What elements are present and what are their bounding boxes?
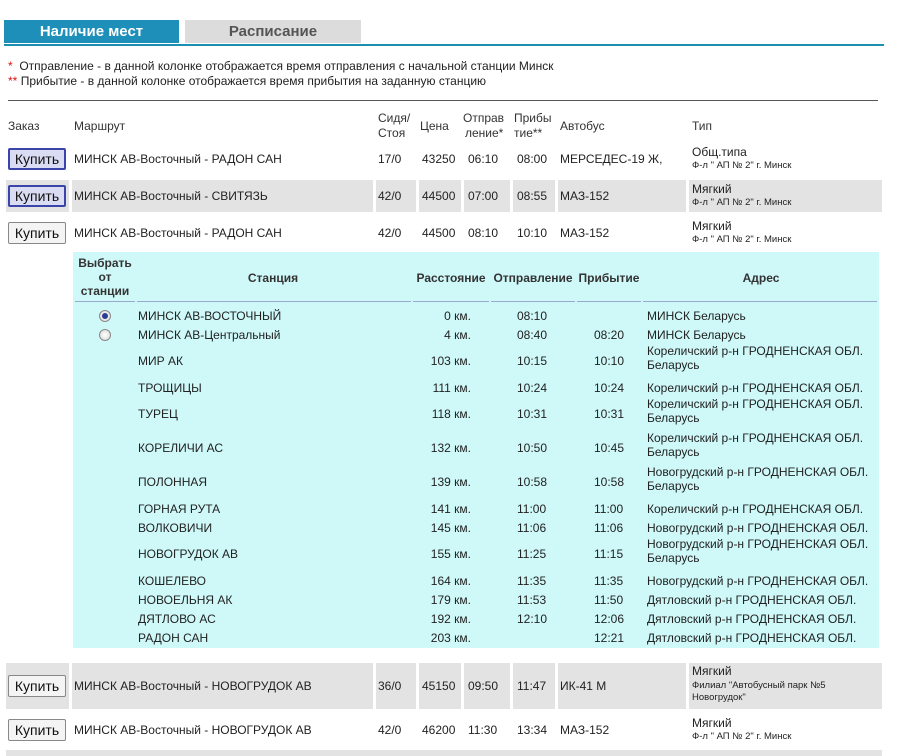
stop-radio-cell bbox=[99, 325, 111, 344]
stop-departure: 08:10 bbox=[517, 308, 548, 323]
legend-text-1: Отправление - в данной колонке отображается время отправления с начальной станции Минск bbox=[19, 59, 554, 73]
legend-mark-1: * bbox=[8, 59, 13, 73]
stop-departure: 12:10 bbox=[517, 611, 548, 626]
legend-departure bbox=[8, 59, 554, 74]
trip-carrier: Ф-л " АП № 2" г. Минск bbox=[692, 160, 792, 171]
legend bbox=[8, 59, 554, 89]
trip-carrier: Филиал "Автобусный парк №5 Новогрудок" bbox=[692, 680, 826, 703]
stop-radio[interactable] bbox=[99, 329, 111, 341]
stop-address: МИНСК Беларусь bbox=[647, 327, 746, 342]
stop-arrival bbox=[594, 306, 634, 325]
stop-station: КОРЕЛИЧИ АС bbox=[138, 441, 224, 455]
stop-departure: 10:31 bbox=[517, 407, 548, 421]
stops-panel bbox=[73, 252, 879, 648]
trip-arrival: 11:47 bbox=[517, 679, 547, 693]
stop-departure bbox=[517, 628, 557, 647]
trip-bus: ИК-41 М bbox=[560, 679, 607, 693]
stop-station: МИНСК АВ-Центральный bbox=[138, 327, 281, 342]
stop-distance: 164 км. bbox=[430, 573, 471, 588]
col-seats-1: Сидя/ bbox=[378, 111, 411, 125]
stop-arrival: 11:15 bbox=[594, 547, 624, 561]
trip-row bbox=[6, 143, 882, 175]
stop-distance: 179 км. bbox=[430, 592, 471, 607]
tab-schedule[interactable]: Расписание bbox=[185, 20, 361, 43]
buy-button[interactable]: Купить bbox=[8, 222, 66, 244]
trip-departure: 11:30 bbox=[468, 723, 498, 737]
trip-type: Мягкий bbox=[692, 219, 732, 233]
trip-seats: 17/0 bbox=[378, 152, 402, 166]
stop-distance: 103 км. bbox=[430, 354, 471, 368]
trip-bus: МЕРСЕДЕС-19 Ж, bbox=[560, 152, 663, 166]
trip-route: МИНСК АВ-Восточный - РАДОН САН bbox=[74, 226, 282, 240]
trip-arrival: 13:34 bbox=[517, 723, 548, 737]
stop-radio[interactable] bbox=[99, 310, 111, 322]
stop-arrival: 10:10 bbox=[594, 354, 625, 368]
trip-row bbox=[6, 663, 882, 709]
trip-row bbox=[6, 714, 882, 746]
stop-radio-cell bbox=[99, 306, 111, 325]
trip-carrier: Ф-л " АП № 2" г. Минск bbox=[692, 197, 792, 208]
stop-arrival: 10:45 bbox=[594, 441, 625, 455]
stop-departure: 10:24 bbox=[517, 380, 548, 395]
buy-button[interactable]: Купить bbox=[8, 185, 66, 207]
trip-seats: 42/0 bbox=[378, 226, 402, 240]
stop-arrival: 10:31 bbox=[594, 407, 625, 421]
stop-row bbox=[73, 325, 879, 344]
stop-arrival: 12:21 bbox=[594, 630, 625, 645]
stop-station: МИР АК bbox=[138, 354, 183, 368]
trip-bus: МАЗ-152 bbox=[560, 226, 610, 240]
trip-arrival: 10:10 bbox=[517, 226, 548, 240]
trip-type: Мягкий bbox=[692, 182, 732, 196]
trip-bus: МАЗ-152 bbox=[560, 723, 610, 737]
buy-button[interactable]: Купить bbox=[8, 148, 66, 170]
stop-departure: 11:53 bbox=[517, 592, 547, 607]
trip-price: 46200 bbox=[422, 723, 456, 737]
stop-address: Дятловский р-н ГРОДНЕНСКАЯ ОБЛ. bbox=[647, 611, 857, 626]
stop-departure: 10:15 bbox=[517, 354, 548, 368]
col-price: Цена bbox=[420, 119, 449, 133]
stop-address: Новогрудский р-н ГРОДНЕНСКАЯ ОБЛ. Беларусь bbox=[647, 465, 869, 493]
tab-availability[interactable]: Наличие мест bbox=[4, 20, 179, 43]
stop-address: Новогрудский р-н ГРОДНЕНСКАЯ ОБЛ. Беларусь bbox=[647, 537, 869, 565]
stop-station: КОШЕЛЕВО bbox=[138, 573, 207, 588]
stop-address: МИНСК Беларусь bbox=[647, 308, 746, 323]
stops-col-station: Станция bbox=[247, 271, 299, 285]
col-route: Маршрут bbox=[74, 119, 126, 133]
stop-departure: 10:58 bbox=[517, 475, 548, 489]
stop-arrival: 10:58 bbox=[594, 475, 625, 489]
stop-address: Кореличский р-н ГРОДНЕНСКАЯ ОБЛ. Беларусь bbox=[647, 397, 864, 425]
trip-seats: 42/0 bbox=[378, 189, 402, 203]
trip-departure: 08:10 bbox=[468, 226, 499, 240]
trip-seats: 42/0 bbox=[378, 723, 402, 737]
stop-row bbox=[73, 378, 879, 397]
legend-mark-2: ** bbox=[8, 74, 18, 88]
stop-distance: 141 км. bbox=[430, 501, 471, 516]
stop-station: ТУРЕЦ bbox=[138, 407, 178, 421]
buy-button[interactable]: Купить bbox=[8, 719, 66, 741]
stops-col-address: Адрес bbox=[742, 271, 780, 285]
col-type: Тип bbox=[692, 119, 713, 133]
stop-arrival: 12:06 bbox=[594, 611, 625, 626]
stop-station: ПОЛОННАЯ bbox=[138, 475, 208, 489]
trip-row-next bbox=[6, 750, 882, 756]
stop-distance: 192 км. bbox=[430, 611, 471, 626]
stop-address: Кореличский р-н ГРОДНЕНСКАЯ ОБЛ. Беларусь bbox=[647, 344, 864, 372]
col-seats-2: Стоя bbox=[378, 126, 406, 140]
trip-route: МИНСК АВ-Восточный - СВИТЯЗЬ bbox=[74, 189, 268, 203]
trip-route: МИНСК АВ-Восточный - РАДОН САН bbox=[74, 152, 282, 166]
trip-route: МИНСК АВ-Восточный - НОВОГРУДОК АВ bbox=[74, 679, 312, 693]
trip-departure: 06:10 bbox=[468, 152, 499, 166]
stop-station: ТРОЩИЦЫ bbox=[138, 380, 202, 395]
stops-col-arrival: Прибытие bbox=[578, 271, 640, 285]
trip-carrier: Ф-л " АП № 2" г. Минск bbox=[692, 731, 792, 742]
stop-row bbox=[73, 397, 879, 431]
legend-arrival bbox=[8, 74, 554, 89]
trip-arrival: 08:55 bbox=[517, 189, 548, 203]
col-departure-1: Отправ bbox=[463, 111, 505, 125]
stop-row bbox=[73, 609, 879, 628]
stop-arrival: 10:24 bbox=[594, 380, 625, 395]
stop-arrival: 11:50 bbox=[594, 592, 624, 607]
stop-station: МИНСК АВ-ВОСТОЧНЫЙ bbox=[138, 308, 282, 323]
stop-distance: 132 км. bbox=[430, 441, 471, 455]
stops-col-choose-2: от bbox=[98, 270, 112, 284]
trip-row bbox=[6, 180, 882, 212]
trip-carrier: Ф-л " АП № 2" г. Минск bbox=[692, 234, 792, 245]
trip-departure: 09:50 bbox=[468, 679, 499, 693]
col-bus: Автобус bbox=[560, 119, 605, 133]
col-arrival-1: Прибы bbox=[514, 111, 552, 125]
stop-row bbox=[73, 465, 879, 499]
stop-departure: 10:50 bbox=[517, 441, 548, 455]
stops-col-choose-3: станции bbox=[80, 284, 130, 298]
stop-address: Кореличский р-н ГРОДНЕНСКАЯ ОБЛ. bbox=[647, 380, 864, 395]
stop-row bbox=[73, 306, 879, 325]
stop-station: РАДОН САН bbox=[138, 630, 209, 645]
stop-distance: 139 км. bbox=[430, 475, 471, 489]
stop-address: Новогрудский р-н ГРОДНЕНСКАЯ ОБЛ. bbox=[647, 520, 869, 535]
stop-address: Кореличский р-н ГРОДНЕНСКАЯ ОБЛ. bbox=[647, 501, 864, 516]
stop-row bbox=[73, 499, 879, 518]
col-departure-2: ление* bbox=[465, 126, 504, 140]
trip-bus: МАЗ-152 bbox=[560, 189, 610, 203]
stop-address: Дятловский р-н ГРОДНЕНСКАЯ ОБЛ. bbox=[647, 592, 857, 607]
stop-arrival: 11:00 bbox=[594, 501, 624, 516]
stop-arrival: 11:35 bbox=[594, 573, 624, 588]
top-cutoff-text bbox=[0, 0, 924, 4]
legend-text-2: Прибытие - в данной колонке отображается время прибытия на заданную станцию bbox=[20, 74, 487, 88]
stop-row bbox=[73, 628, 879, 647]
stop-address: Кореличский р-н ГРОДНЕНСКАЯ ОБЛ. Беларусь bbox=[647, 431, 864, 459]
stop-row bbox=[73, 537, 879, 571]
stops-col-departure: Отправление bbox=[493, 271, 573, 285]
col-arrival-2: тие** bbox=[514, 126, 543, 140]
stop-address: Новогрудский р-н ГРОДНЕНСКАЯ ОБЛ. bbox=[647, 573, 869, 588]
stop-distance: 145 км. bbox=[430, 520, 471, 535]
stop-departure: 11:06 bbox=[517, 520, 547, 535]
buy-button[interactable]: Купить bbox=[8, 675, 66, 697]
stop-distance: 111 км. bbox=[432, 380, 471, 395]
trip-departure: 07:00 bbox=[468, 189, 499, 203]
tab-bar bbox=[4, 20, 884, 46]
stop-station: НОВОЕЛЬНЯ АК bbox=[138, 592, 233, 607]
stop-distance: 4 км. bbox=[444, 327, 471, 342]
trip-arrival: 08:00 bbox=[517, 152, 548, 166]
trip-price: 43250 bbox=[422, 152, 456, 166]
trip-type: Общ.типа bbox=[692, 145, 747, 159]
stop-station: ВОЛКОВИЧИ bbox=[138, 520, 213, 535]
stops-col-distance: Расстояние bbox=[416, 271, 486, 285]
trip-price: 45150 bbox=[422, 679, 456, 693]
stop-station: НОВОГРУДОК АВ bbox=[138, 547, 239, 561]
stop-row bbox=[73, 344, 879, 378]
stop-station: ДЯТЛОВО АС bbox=[138, 611, 216, 626]
stop-row bbox=[73, 590, 879, 609]
stop-row bbox=[73, 431, 879, 465]
legend-divider bbox=[8, 100, 878, 101]
stops-col-choose bbox=[75, 256, 135, 298]
stops-col-choose-1: Выбрать bbox=[78, 256, 132, 270]
stop-row bbox=[73, 571, 879, 590]
stop-distance: 118 км. bbox=[431, 407, 471, 421]
trip-price: 44500 bbox=[422, 189, 456, 203]
trip-type: Мягкий bbox=[692, 664, 732, 678]
stop-address: Дятловский р-н ГРОДНЕНСКАЯ ОБЛ. bbox=[647, 630, 857, 645]
stop-departure: 11:25 bbox=[517, 547, 547, 561]
stop-distance: 203 км. bbox=[430, 630, 471, 645]
stop-departure: 11:00 bbox=[517, 501, 547, 516]
stop-distance: 0 км. bbox=[444, 308, 471, 323]
stop-departure: 11:35 bbox=[517, 573, 547, 588]
trip-seats: 36/0 bbox=[378, 679, 402, 693]
trip-type: Мягкий bbox=[692, 716, 732, 730]
stop-distance: 155 км. bbox=[430, 547, 471, 561]
stop-station: ГОРНАЯ РУТА bbox=[138, 501, 221, 516]
stop-row bbox=[73, 518, 879, 537]
stop-arrival: 08:20 bbox=[594, 327, 625, 342]
stop-departure: 08:40 bbox=[517, 327, 548, 342]
trip-row bbox=[6, 217, 882, 249]
stop-arrival: 11:06 bbox=[594, 520, 624, 535]
col-order: Заказ bbox=[8, 119, 40, 133]
trip-route: МИНСК АВ-Восточный - НОВОГРУДОК АВ bbox=[74, 723, 312, 737]
trip-price: 44500 bbox=[422, 226, 456, 240]
